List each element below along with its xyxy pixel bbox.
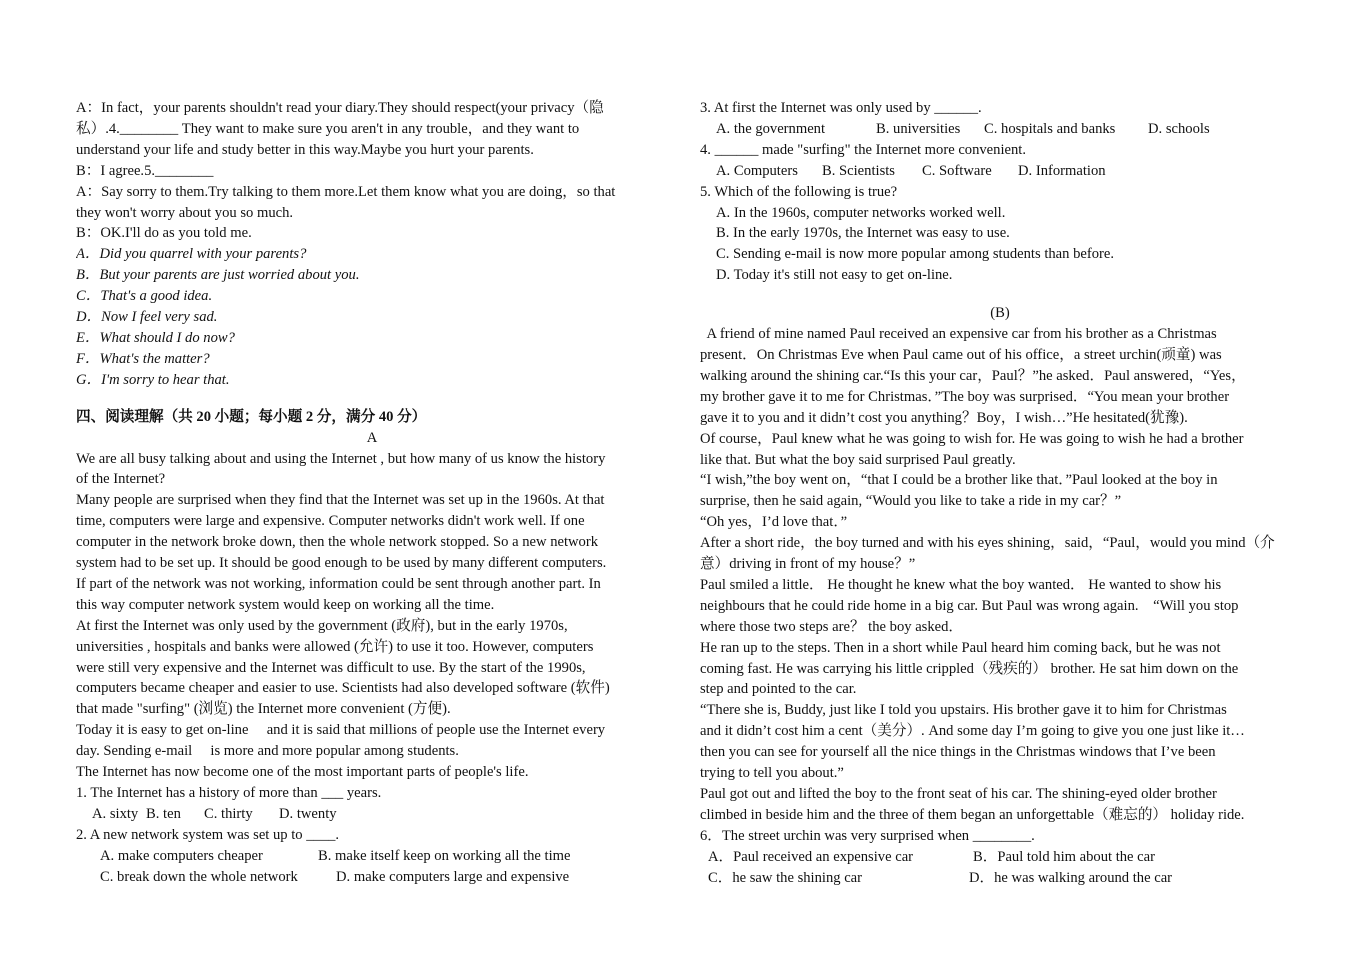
option: A. sixty — [92, 805, 139, 822]
question-6: 6．The street urchin was very surprised when ________. — [700, 827, 1035, 844]
passage-b — [700, 324, 1300, 826]
choice-item: E．What should I do now? — [76, 329, 235, 346]
passage-line: gave it to you and it didn’t cost you anything？Boy，I wish…”He hesitated(犹豫). — [700, 409, 1188, 426]
passage-line: computers became cheaper and easier to use. Scientists had also developed software (软件) — [76, 680, 610, 697]
choice-item: B．But your parents are just worried about you. — [76, 267, 360, 284]
option: B．Paul told him about the car — [973, 848, 1155, 865]
dialogue-line: A：Say sorry to them.Try talking to them more.Let them know what you are doing，so that — [76, 183, 616, 200]
option: C. Software — [922, 162, 992, 179]
passage-line: He ran up to the steps. Then in a short while Paul heard him coming back, but he was not — [700, 639, 1221, 656]
spacer — [76, 391, 668, 407]
question-2: 2. A new network system was set up to ____. — [76, 826, 340, 843]
option: A．Paul received an expensive car — [708, 848, 914, 865]
passage-line: Paul got out and lifted the boy to the front seat of his car. The shining-eyed older brother — [700, 786, 1217, 802]
passage-line: where those two steps are？ the boy asked． — [700, 618, 964, 635]
passage-line: Of course，Paul knew what he was going to wish for. He was going to wish he had a brother — [700, 430, 1244, 447]
passage-line: At first the Internet was only used by the government (政府), but in the early 1970s, — [76, 617, 568, 634]
passage-line: step and pointed to the car. — [700, 681, 857, 698]
choice-item: C．That's a good idea. — [76, 288, 213, 305]
passage-line: universities , hospitals and banks were allowed (允许) to use it too. However, computers — [76, 638, 594, 655]
passage-line: time, computers were large and expensive. Computer networks didn't work well. If one — [76, 513, 585, 530]
dialogue-line: understand your life and study better in this way.Maybe you hurt your parents. — [76, 141, 534, 158]
dialogue-line: A：In fact，your parents shouldn't read your diary.They should respect(your privacy（隐 — [76, 100, 604, 116]
passage-line: If part of the network was not working, information could be sent through another part. In — [76, 575, 601, 592]
option: A. Computers — [716, 162, 798, 179]
dialogue-line: B：OK.I'll do as you told me. — [76, 225, 252, 242]
question-2-options — [76, 867, 668, 888]
option: D. Information — [1018, 162, 1106, 179]
passage-line: trying to tell you about.” — [700, 765, 844, 782]
passage-line: computer in the network broke down, then the whole network stopped. So a new network — [76, 534, 599, 551]
passage-line: day. Sending e-mail is more and more popular among students. — [76, 743, 459, 760]
passage-line: and it didn’t cost him a cent（美分）. And some day I’m going to give you one just like it… — [700, 723, 1245, 740]
passage-line: walking around the shining car.“Is this your car，Paul？”he asked．Paul answered，“Yes， — [700, 367, 1246, 384]
passage-line: “I wish,”the boy went on，“that I could be a brother like that．”Paul looked at the boy in — [700, 472, 1218, 489]
right-column — [700, 98, 1300, 889]
option: B. ten — [146, 805, 181, 822]
passage-line: Paul smiled a little． He thought he knew what the boy wanted． He wanted to show his — [700, 576, 1222, 593]
question-5: 5. Which of the following is true? — [700, 183, 898, 200]
question-3-options — [700, 119, 1300, 140]
choice-item: D．Now I feel very sad. — [76, 309, 218, 326]
passage-line: 意）driving in front of my house？” — [700, 556, 916, 573]
passage-line: my brother gave it to me for Christmas．”The boy was surprised．“You mean your brother — [700, 388, 1230, 405]
question-1: 1. The Internet has a history of more than ___ years. — [76, 785, 382, 801]
question-6-options — [700, 868, 1300, 889]
choice-item: G．I'm sorry to hear that. — [76, 371, 230, 388]
option: B. In the early 1970s, the Internet was easy to use. — [716, 225, 1010, 242]
passage-line: A friend of mine named Paul received an expensive car from his brother as a Christmas — [700, 326, 1217, 343]
dialogue — [76, 98, 668, 244]
section-heading: 四、阅读理解（共 20 小题；每小题 2 分，满分 40 分） — [76, 408, 427, 425]
option: D. schools — [1148, 120, 1210, 137]
question-6-options — [700, 847, 1300, 868]
passage-line: of the Internet? — [76, 471, 166, 488]
passage-line: present．On Christmas Eve when Paul came out of his office，a street urchin(顽童) was — [700, 346, 1222, 363]
question-4-options — [700, 161, 1300, 182]
passage-line: that made "surfing" (浏览) the Internet more convenient (方便). — [76, 701, 451, 718]
passage-line: this way computer network system would keep on working all the time. — [76, 596, 495, 613]
option: B. universities — [876, 120, 961, 137]
question-3: 3. At first the Internet was only used by ______. — [700, 100, 982, 116]
option: C. break down the whole network — [100, 868, 298, 885]
option: C. hospitals and banks — [984, 120, 1116, 137]
option: B. make itself keep on working all the time — [318, 847, 571, 864]
passage-line: Many people are surprised when they find that the Internet was set up in the 1960s. At that — [76, 492, 605, 509]
passage-line: were still very expensive and the Internet was difficult to use. By the start of the 1990s, — [76, 659, 586, 676]
passage-line: The Internet has now become one of the most important parts of people's life. — [76, 764, 529, 781]
passage-label: (B) — [990, 305, 1010, 322]
option: A. make computers cheaper — [100, 847, 263, 864]
passage-line: coming fast. He was carrying his little crippled（残疾的） brother. He sat him down on the — [700, 660, 1239, 677]
passage-line: then you can see for yourself all the nice things in the Christmas windows that I’ve been — [700, 744, 1216, 761]
left-column — [76, 98, 668, 888]
dialogue-line: they won't worry about you so much. — [76, 204, 294, 221]
option: B. Scientists — [822, 162, 895, 179]
passage-line: After a short ride，the boy turned and with his eyes shining，said，“Paul，would you mind（介 — [700, 535, 1275, 552]
question-2-options — [76, 846, 668, 867]
dialogue-line: B：I agree.5.________ — [76, 162, 214, 179]
dialogue-line: 私）.4.________ They want to make sure you aren't in any trouble，and they want to — [76, 120, 580, 137]
choice-item: F．What's the matter? — [76, 350, 210, 367]
passage-line: climbed in beside him and the three of them began an unforgettable（难忘的） holiday ride. — [700, 806, 1245, 823]
option: D. twenty — [279, 805, 337, 822]
passage-line: Today it is easy to get on-line and it is said that millions of people use the Internet every — [76, 722, 606, 739]
option: D. Today it's still not easy to get on-line. — [716, 267, 953, 284]
dialogue-choices — [76, 244, 668, 390]
option: C. Sending e-mail is now more popular among students than before. — [716, 246, 1115, 263]
passage-line: like that. But what the boy said surprised Paul greatly. — [700, 451, 1016, 468]
passage-a — [76, 449, 668, 784]
passage-line: “There she is, Buddy, just like I told you upstairs. His brother gave it to him for Christmas — [700, 702, 1227, 719]
option: C．he saw the shining car — [708, 869, 863, 886]
question-1-options — [76, 804, 668, 825]
passage-line: We are all busy talking about and using the Internet , but how many of us know the history — [76, 450, 606, 467]
passage-line: system had to be set up. It should be good enough to be used by many different computers. — [76, 555, 607, 572]
option: C. thirty — [204, 805, 253, 822]
passage-line: “Oh yes，I’d love that．” — [700, 514, 848, 531]
passage-line: surprise, then he said again, “Would you like to take a ride in my car？” — [700, 493, 1122, 510]
option: D. make computers large and expensive — [336, 868, 570, 885]
option: A. In the 1960s, computer networks worked well. — [716, 204, 1006, 221]
passage-line: neighbours that he could ride home in a big car. But Paul was wrong again. “Will you stop — [700, 597, 1239, 614]
spacer — [700, 286, 1300, 303]
option: A. the government — [716, 120, 826, 137]
passage-label: A — [366, 429, 378, 446]
question-4: 4. ______ made "surfing" the Internet more convenient. — [700, 141, 1026, 158]
option: D．he was walking around the car — [969, 869, 1173, 886]
choice-item: A．Did you quarrel with your parents? — [76, 246, 307, 263]
